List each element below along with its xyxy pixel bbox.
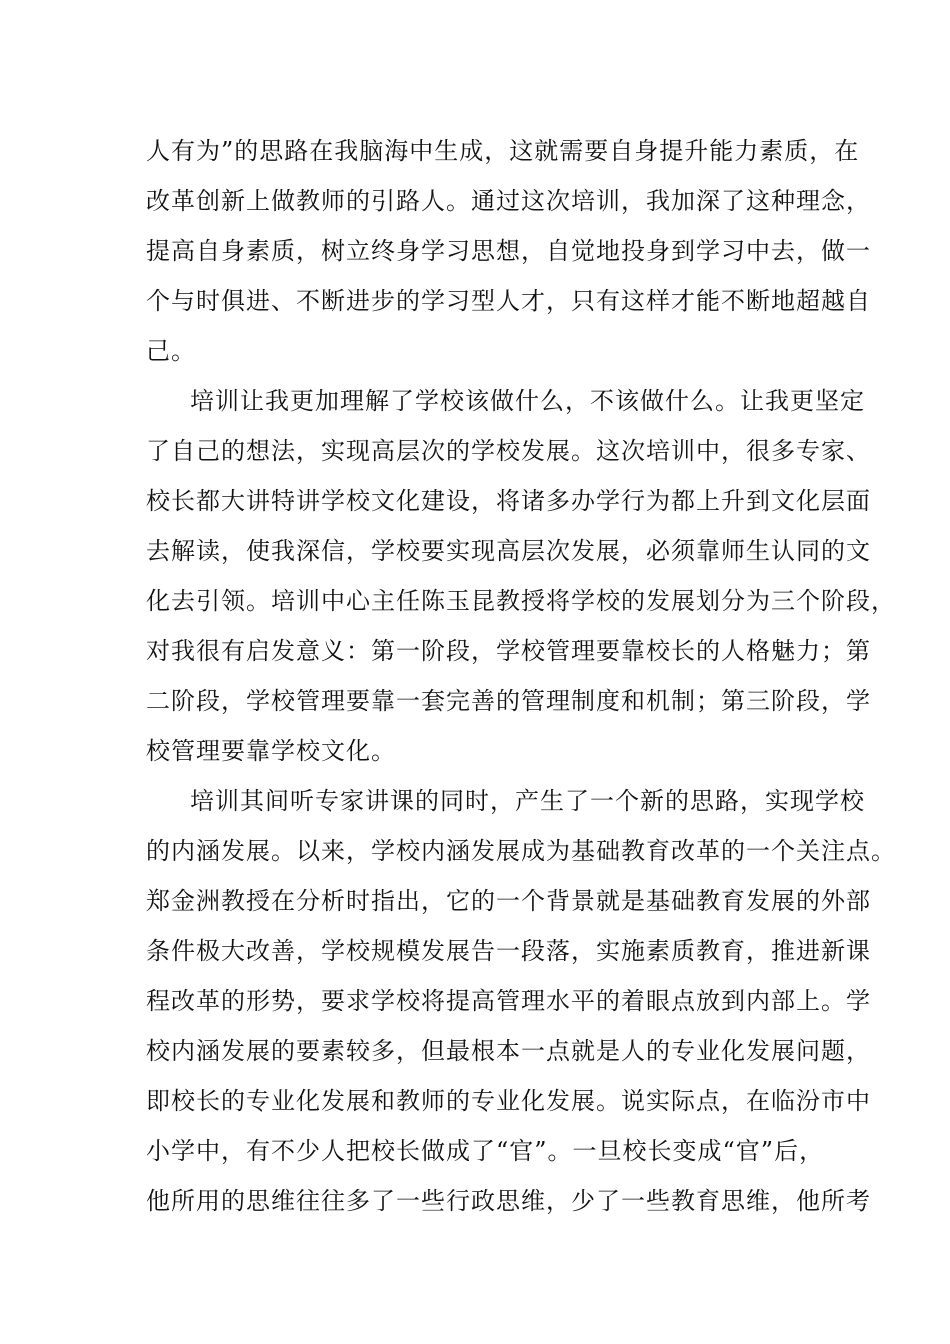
text-line: 人有为”的思路在我脑海中生成，这就需要自身提升能力素质，在 xyxy=(146,137,860,165)
text-line: 郑金洲教授在分析时指出，它的一个背景就是基础教育发展的外部 xyxy=(146,887,871,915)
text-line: 校长都大讲特讲学校文化建设，将诸多办学行为都上升到文化层面 xyxy=(146,487,871,515)
text-line: 了自己的想法，实现高层次的学校发展。这次培训中，很多专家、 xyxy=(146,437,871,465)
text-line: 提高自身素质，树立终身学习思想，自觉地投身到学习中去，做一 xyxy=(146,237,871,265)
text-line: 对我很有启发意义：第一阶段，学校管理要靠校长的人格魅力；第 xyxy=(146,637,871,665)
text-line: 条件极大改善，学校规模发展告一段落，实施素质教育，推进新课 xyxy=(146,937,871,965)
text-line: 己。 xyxy=(146,337,196,365)
text-line: 程改革的形势，要求学校将提高管理水平的着眼点放到内部上。学 xyxy=(146,987,871,1015)
text-line: 二阶段，学校管理要靠一套完善的管理制度和机制；第三阶段，学 xyxy=(146,687,871,715)
text-line: 他所用的思维往往多了一些行政思维，少了一些教育思维，他所考 xyxy=(146,1187,871,1215)
text-line: 改革创新上做教师的引路人。通过这次培训，我加深了这种理念， xyxy=(146,187,871,215)
text-line: 化去引领。培训中心主任陈玉昆教授将学校的发展划分为三个阶段， xyxy=(146,587,896,615)
text-line: 校管理要靠学校文化。 xyxy=(146,737,396,765)
text-line: 即校长的专业化发展和教师的专业化发展。说实际点，在临汾市中 xyxy=(146,1087,871,1115)
text-line: 去解读，使我深信，学校要实现高层次发展，必须靠师生认同的文 xyxy=(146,537,871,565)
text-line: 校内涵发展的要素较多，但最根本一点就是人的专业化发展问题， xyxy=(146,1037,871,1065)
text-line: 的内涵发展。以来，学校内涵发展成为基础教育改革的一个关注点。 xyxy=(146,837,896,865)
paragraph-start-line: 培训其间听专家讲课的同时，产生了一个新的思路，实现学校 xyxy=(190,787,865,815)
text-line: 个与时俱进、不断进步的学习型人才，只有这样才能不断地超越自 xyxy=(146,287,871,315)
paragraph-start-line: 培训让我更加理解了学校该做什么，不该做什么。让我更坚定 xyxy=(190,387,865,415)
text-line: 小学中，有不少人把校长做成了“官”。一旦校长变成“官”后， xyxy=(146,1137,825,1165)
